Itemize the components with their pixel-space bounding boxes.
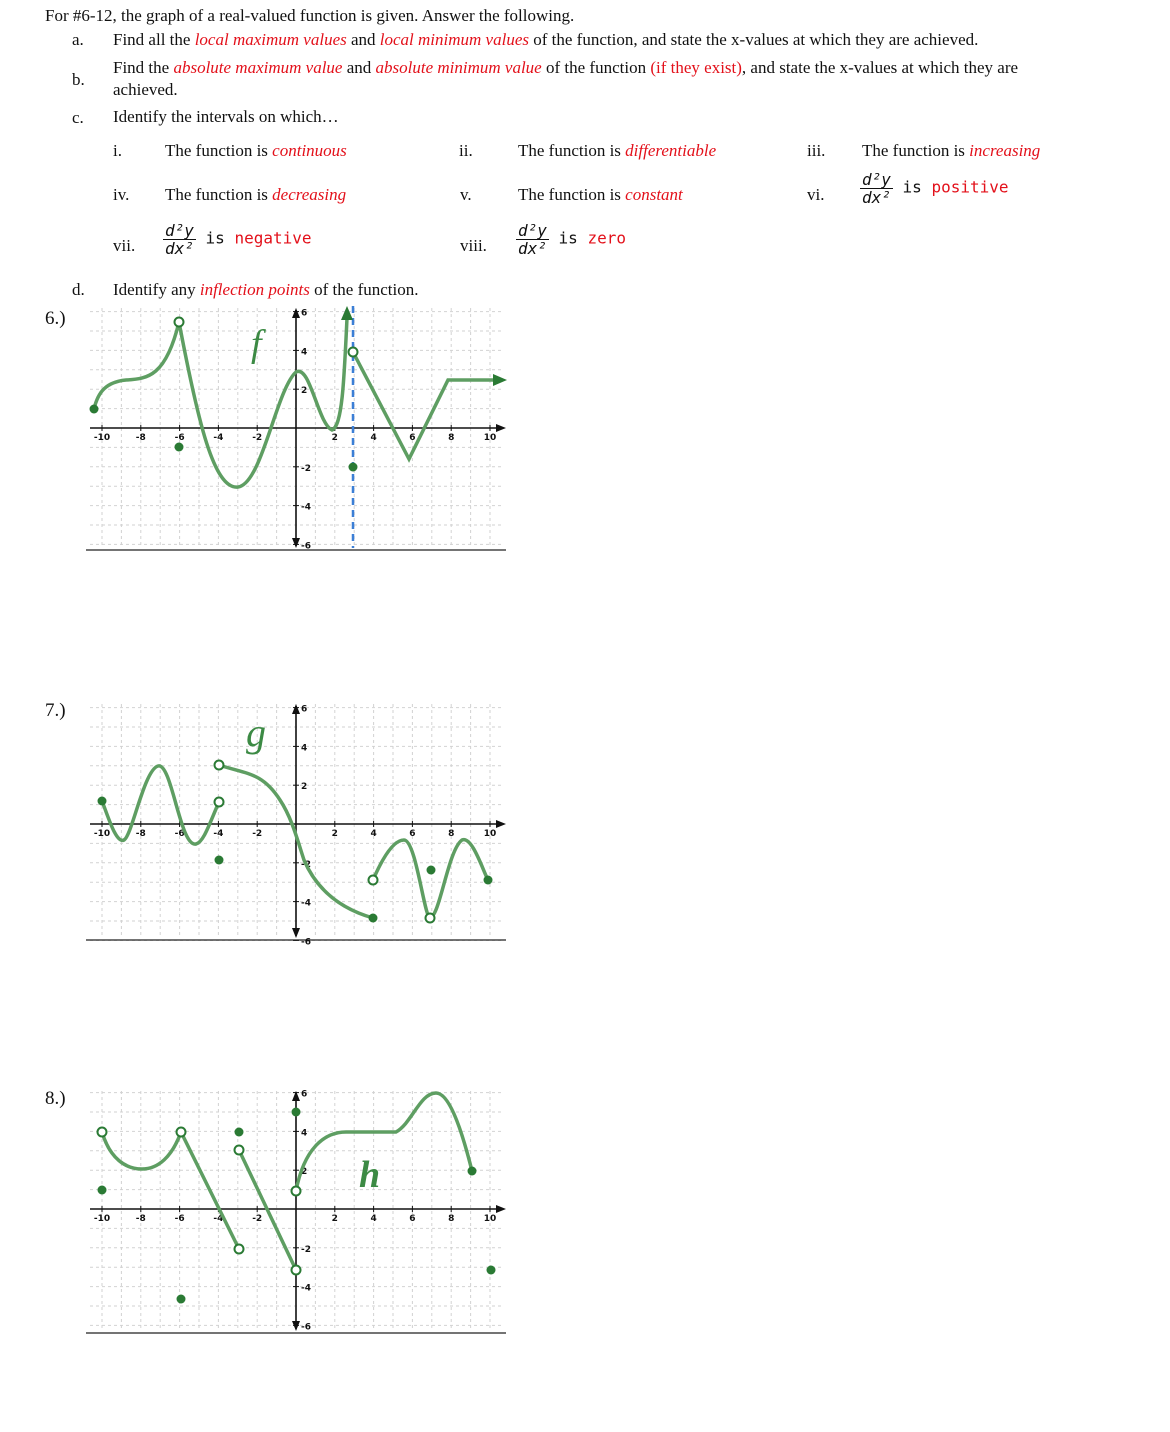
y-axis-arrow — [292, 1321, 300, 1331]
item-iii-num: iii. — [807, 141, 826, 160]
y-tick-label: -6 — [301, 1322, 311, 1333]
y-tick-label: 4 — [301, 347, 308, 358]
graph-g — [86, 700, 508, 948]
closed-point — [90, 405, 99, 414]
closed-point — [427, 866, 436, 875]
open-point — [98, 1128, 107, 1137]
x-tick-label: 10 — [483, 1214, 497, 1224]
x-tick-label: -6 — [174, 1214, 185, 1224]
open-point — [349, 348, 358, 357]
y-tick-label: -6 — [301, 541, 311, 552]
axes — [90, 704, 506, 947]
item-v-num: v. — [460, 185, 472, 204]
x-axis-arrow — [496, 1205, 506, 1213]
y-tick-label: -4 — [301, 1283, 311, 1294]
x-tick-label: -2 — [252, 1214, 263, 1224]
y-axis-arrow — [292, 704, 300, 714]
graph-h — [86, 1087, 508, 1335]
arrow-up — [341, 306, 353, 320]
x-tick-label: -10 — [93, 1214, 111, 1224]
y-axis-arrow — [292, 308, 300, 318]
item-viii-num: viii. — [460, 236, 487, 255]
x-tick-label: 8 — [448, 829, 455, 839]
x-tick-label: -4 — [213, 829, 224, 839]
y-tick-label: 6 — [301, 308, 308, 319]
x-tick-label: 10 — [483, 829, 497, 839]
arrow-right — [493, 374, 507, 386]
item-iv: The function is decreasing — [165, 185, 347, 204]
y-tick-label: 4 — [301, 743, 308, 754]
closed-point — [369, 914, 378, 923]
x-tick-label: 6 — [409, 829, 416, 839]
closed-point — [98, 1186, 107, 1195]
item-iv-num: iv. — [113, 185, 130, 204]
part-d-label: d. — [72, 280, 85, 299]
item-vii-num: vii. — [113, 236, 136, 255]
open-point — [292, 1187, 301, 1196]
item-viii: $\frac{\text{d²y}}{\text{dx²}}$ is zero — [518, 221, 626, 258]
open-point — [292, 1266, 301, 1275]
closed-point — [349, 463, 358, 472]
second-derivative: $\frac{\text{d²y}}{\text{dx²}}$ — [165, 221, 194, 258]
part-b-text: Find the absolute maximum value and absolute minimum value of the function (if they exist), and state the x-values at which they are — [113, 58, 1019, 77]
item-i: The function is continuous — [165, 141, 347, 160]
y-axis-arrow — [292, 538, 300, 548]
x-tick-label: 6 — [409, 1214, 416, 1224]
y-tick-label: -2 — [301, 859, 311, 870]
y-tick-label: -2 — [301, 463, 311, 474]
x-tick-label: 4 — [370, 829, 377, 839]
function-label-f: f — [251, 323, 262, 365]
x-tick-label: 2 — [331, 1214, 338, 1224]
y-tick-label: 2 — [301, 386, 308, 397]
y-tick-label: -4 — [301, 898, 311, 909]
curve-g — [102, 765, 488, 918]
closed-point — [177, 1295, 186, 1304]
y-tick-label: 6 — [301, 1089, 308, 1100]
x-tick-label: -4 — [213, 433, 224, 443]
x-tick-label: 6 — [409, 433, 416, 443]
part-b-label: b. — [72, 70, 85, 89]
axes — [90, 1090, 506, 1333]
item-iii: The function is increasing — [862, 141, 1041, 160]
x-tick-label: -10 — [93, 433, 111, 443]
y-tick-label: -6 — [301, 937, 311, 948]
open-point — [175, 318, 184, 327]
x-tick-label: 8 — [448, 433, 455, 443]
graph-f — [86, 304, 508, 552]
y-tick-label: 2 — [301, 1167, 308, 1178]
x-tick-label: 10 — [483, 433, 497, 443]
problem-7-label: 7.) — [45, 700, 66, 721]
problem-8-label: 8.) — [45, 1088, 66, 1109]
x-tick-label: -6 — [174, 433, 185, 443]
function-label-g: g — [246, 710, 266, 755]
x-tick-label: -8 — [135, 1214, 146, 1224]
x-tick-label: -10 — [93, 829, 111, 839]
instructions: For #6-12, the graph of a real-valued function is given. Answer the following. — [45, 6, 575, 25]
axes — [90, 308, 506, 551]
closed-point — [292, 1108, 301, 1117]
x-tick-label: 2 — [331, 829, 338, 839]
open-point — [235, 1146, 244, 1155]
y-tick-label: 4 — [301, 1128, 308, 1139]
y-axis-arrow — [292, 928, 300, 938]
item-vi-num: vi. — [807, 185, 825, 204]
item-i-num: i. — [113, 141, 122, 160]
open-point — [369, 876, 378, 885]
problem-6-label: 6.) — [45, 308, 66, 329]
item-v: The function is constant — [518, 185, 683, 204]
open-point — [235, 1245, 244, 1254]
item-vii: $\frac{\text{d²y}}{\text{dx²}}$ is negative — [165, 221, 312, 258]
part-c-text: Identify the intervals on which… — [113, 107, 339, 126]
x-tick-label: -2 — [252, 829, 263, 839]
closed-point — [175, 443, 184, 452]
curve-f — [94, 318, 496, 487]
x-tick-label: -4 — [213, 1214, 224, 1224]
closed-point — [235, 1128, 244, 1137]
open-point — [426, 914, 435, 923]
closed-point — [468, 1167, 477, 1176]
open-point — [177, 1128, 186, 1137]
x-tick-label: -6 — [174, 829, 185, 839]
curve-h — [102, 1093, 472, 1270]
open-point — [215, 798, 224, 807]
item-ii: The function is differentiable — [518, 141, 717, 160]
x-tick-label: -8 — [135, 829, 146, 839]
x-tick-label: -8 — [135, 433, 146, 443]
x-tick-label: 8 — [448, 1214, 455, 1224]
function-label-h: h — [359, 1154, 381, 1196]
closed-point — [484, 876, 493, 885]
x-tick-label: 2 — [331, 433, 338, 443]
part-a-label: a. — [72, 30, 84, 49]
y-tick-label: -2 — [301, 1244, 311, 1255]
closed-point — [487, 1266, 496, 1275]
closed-point — [215, 856, 224, 865]
second-derivative: $\frac{\text{d²y}}{\text{dx²}}$ — [518, 221, 547, 258]
item-vi: $\frac{\text{d²y}}{\text{dx²}}$ is positive — [862, 170, 1009, 207]
x-tick-label: -2 — [252, 433, 263, 443]
item-ii-num: ii. — [459, 141, 473, 160]
part-c-label: c. — [72, 108, 84, 127]
y-tick-label: 2 — [301, 782, 308, 793]
closed-point — [98, 797, 107, 806]
part-a-text: Find all the local maximum values and local minimum values of the function, and state the x-values at which they are achieved. — [113, 30, 979, 49]
part-d-text: Identify any inflection points of the function. — [113, 280, 419, 299]
x-axis-arrow — [496, 424, 506, 432]
second-derivative: $\frac{\text{d²y}}{\text{dx²}}$ — [862, 170, 891, 207]
open-point — [215, 761, 224, 770]
x-tick-label: 4 — [370, 1214, 377, 1224]
x-tick-label: 4 — [370, 433, 377, 443]
y-tick-label: 6 — [301, 704, 308, 715]
part-b-text-2: achieved. — [113, 80, 178, 99]
x-axis-arrow — [496, 820, 506, 828]
y-tick-label: -4 — [301, 502, 311, 513]
